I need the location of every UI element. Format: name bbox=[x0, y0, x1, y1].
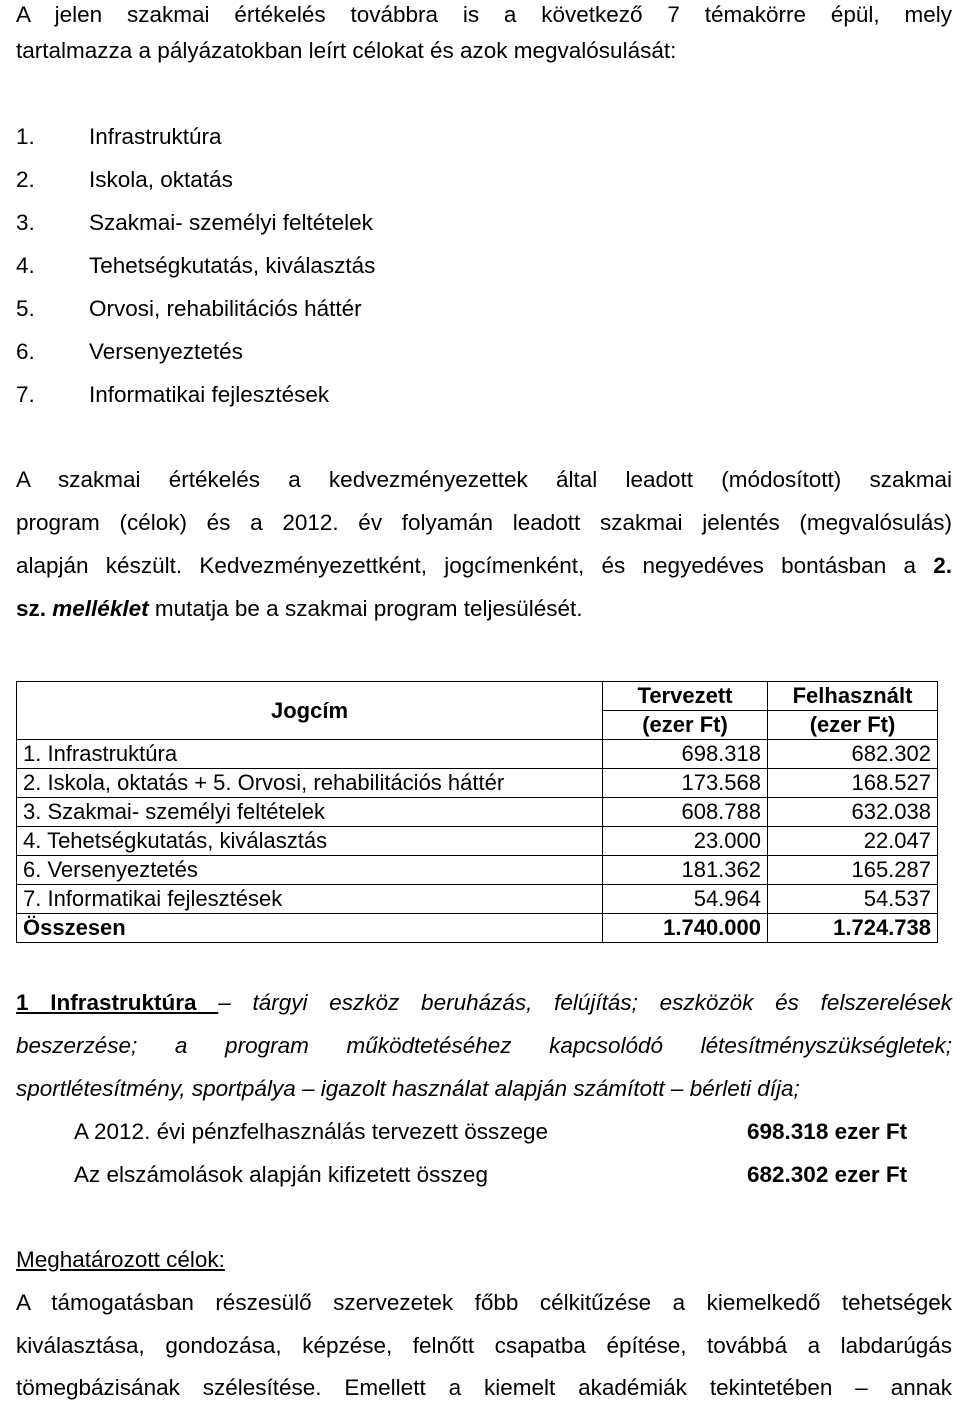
goals-line-1: A támogatásban részesülő szervezetek főbb célkitűzése a kiemelkedő tehetségek bbox=[16, 1290, 952, 1315]
goals-heading: Meghatározott célok: bbox=[16, 1247, 225, 1272]
table-row: 1. Infrastruktúra 698.318 682.302 bbox=[17, 740, 938, 769]
table-row: 2. Iskola, oktatás + 5. Orvosi, rehabilitációs háttér 173.568 168.527 bbox=[17, 769, 938, 798]
header-used: Felhasznált bbox=[768, 682, 938, 711]
planned-amount-label: A 2012. évi pénzfelhasználás tervezett összege bbox=[74, 1119, 549, 1144]
budget-table bbox=[16, 681, 938, 943]
header-planned: Tervezett bbox=[603, 682, 768, 711]
table-row: 3. Szakmai- személyi feltételek 608.788 632.038 bbox=[17, 798, 938, 827]
goals-line-2: kiválasztása, gondozása, képzése, felnőtt csapatba építése, továbbá a labdarúgás bbox=[16, 1333, 952, 1358]
infra-heading: 1 Infrastruktúra bbox=[16, 990, 219, 1015]
table-row: 6. Versenyeztetés 181.362 165.287 bbox=[17, 856, 938, 885]
table-header-row bbox=[17, 682, 938, 711]
header-jogcim: Jogcím bbox=[17, 682, 603, 740]
infra-line-3: sportlétesítmény, sportpálya – igazolt használat alapján számított – bérleti díja; bbox=[16, 1076, 800, 1101]
header-used-unit: (ezer Ft) bbox=[768, 711, 938, 740]
infra-line-2: beszerzése; a program működtetéséhez kapcsolódó létesítményszükségletek; bbox=[16, 1033, 952, 1058]
basis-line-1: A szakmai értékelés a kedvezményezettek által leadott (módosított) szakmai bbox=[16, 467, 952, 492]
list-item: 5. Orvosi, rehabilitációs háttér bbox=[16, 296, 362, 321]
list-item: 1. Infrastruktúra bbox=[16, 124, 222, 149]
basis-line-3: alapján készült. Kedvezményezettként, jogcímenként, és negyedéves bontásban a 2. bbox=[16, 553, 952, 578]
table-row: 7. Informatikai fejlesztések 54.964 54.537 bbox=[17, 885, 938, 914]
paid-amount-value: 682.302 ezer Ft bbox=[747, 1162, 908, 1187]
header-planned-unit: (ezer Ft) bbox=[603, 711, 768, 740]
basis-line-2: program (célok) és a 2012. év folyamán leadott szakmai jelentés (megvalósulás) bbox=[16, 510, 952, 535]
basis-line-4: sz. melléklet mutatja be a szakmai program teljesülését. bbox=[16, 596, 583, 621]
planned-amount-value: 698.318 ezer Ft bbox=[747, 1119, 908, 1144]
list-item: 3. Szakmai- személyi feltételek bbox=[16, 210, 373, 235]
intro-line-2: tartalmazza a pályázatokban leírt célokat és azok megvalósulását: bbox=[16, 38, 677, 63]
infra-line-1: 1 Infrastruktúra – tárgyi eszköz beruházás, felújítás; eszközök és felszerelések bbox=[16, 990, 952, 1015]
list-item: 2. Iskola, oktatás bbox=[16, 167, 233, 192]
goals-line-3: tömegbázisának szélesítése. Emellett a kiemelt akadémiák tekintetében – annak bbox=[16, 1375, 952, 1400]
paid-amount-label: Az elszámolások alapján kifizetett összeg bbox=[74, 1162, 488, 1187]
list-item: 4. Tehetségkutatás, kiválasztás bbox=[16, 253, 376, 278]
table-total-row: Összesen 1.740.000 1.724.738 bbox=[17, 914, 938, 943]
intro-line-1: A jelen szakmai értékelés továbbra is a következő 7 témakörre épül, mely bbox=[16, 2, 952, 27]
list-item: 7. Informatikai fejlesztések bbox=[16, 382, 330, 407]
list-item: 6. Versenyeztetés bbox=[16, 339, 243, 364]
table-row: 4. Tehetségkutatás, kiválasztás 23.000 22.047 bbox=[17, 827, 938, 856]
